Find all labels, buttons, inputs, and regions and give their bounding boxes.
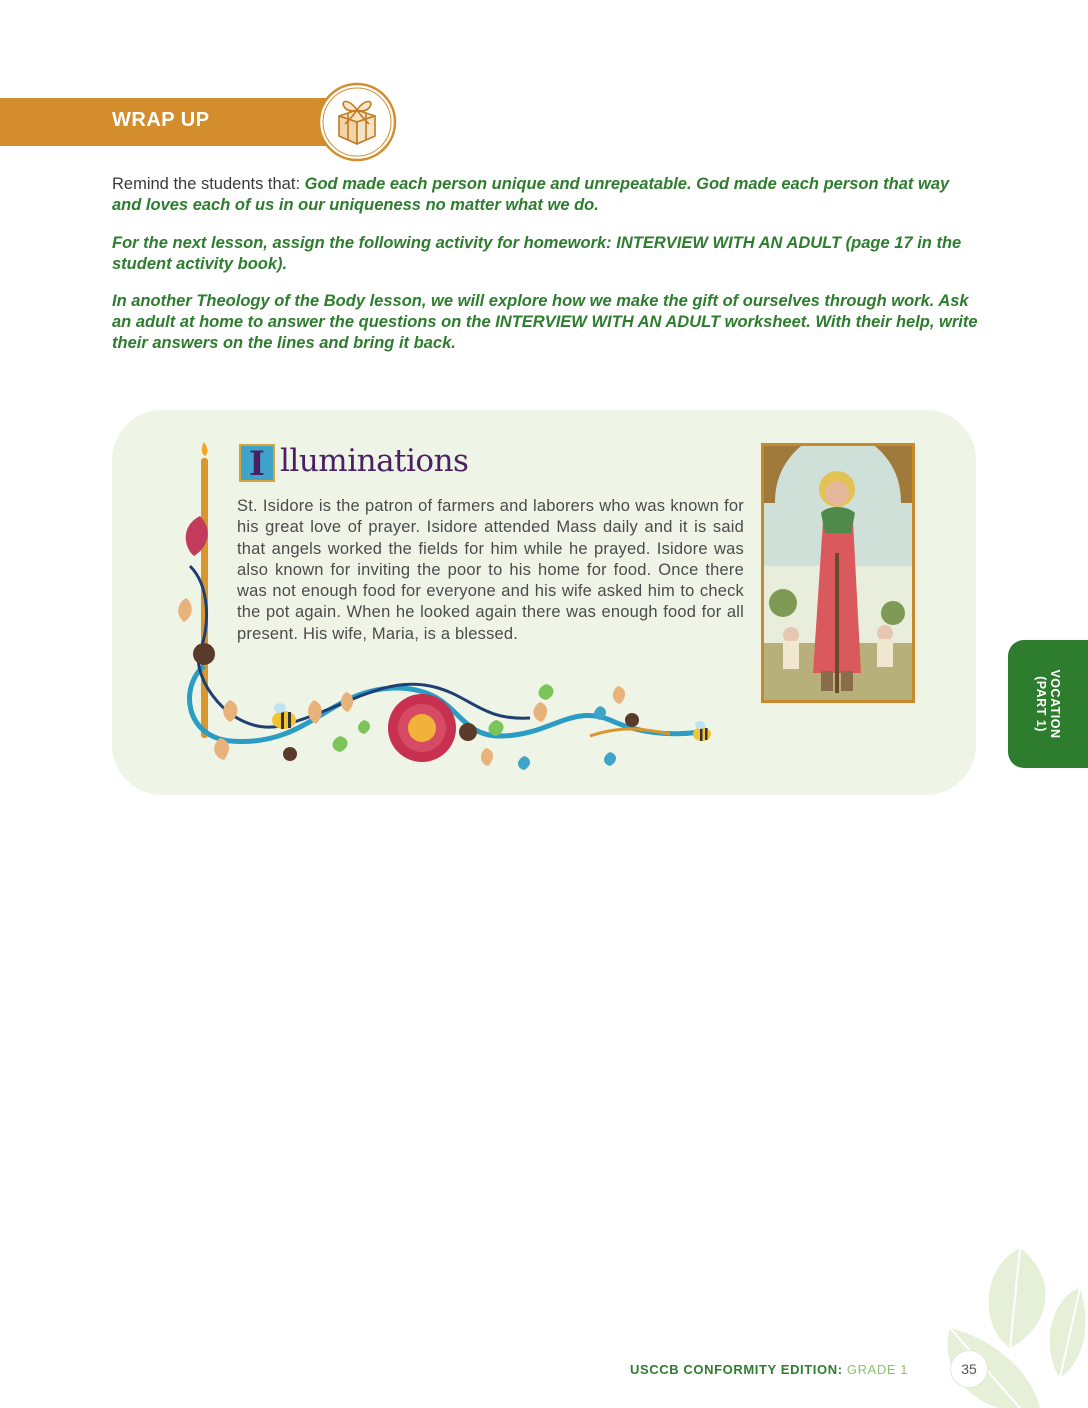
illuminations-text: St. Isidore is the patron of farmers and laborers who was known for his great love of prayer. Isidore attended Mass daily and it is said that angels worked the fields for him while he prayed. Isidore was also known for inviting the poor to his home for food. Once there was not enough food for everyone and his wife asked him to check the pot again. When he looked again there was enough food for all present. His wife, Maria, is a blessed. (237, 497, 744, 643)
wrap-up-label: WRAP UP (112, 109, 210, 131)
illuminations-drop-cap: I (239, 444, 275, 482)
footer-edition: USCCB CONFORMITY EDITION: GRADE 1 (630, 1362, 909, 1377)
reminder-lead: Remind the students that: (112, 175, 305, 193)
saint-isidore-image (761, 443, 915, 703)
page-number: 35 (950, 1350, 988, 1388)
homework-paragraph: For the next lesson, assign the following activity for homework: INTERVIEW WITH AN ADULT (page 17 in the student activity book). (112, 234, 962, 273)
gift-icon (317, 82, 397, 162)
lesson-paragraph: In another Theology of the Body lesson, we will explore how we make the gift of ourselves through work. Ask an adult at home to answer the questions on the INTERVIEW WITH AN ADULT worksheet. With their help, write their answers on the lines and bring it back. (112, 292, 978, 352)
side-tab-label: VOCATION (PART 1) (1034, 669, 1062, 739)
reminder-emphasis: God made each person unique and unrepeatable. God made each person that way and loves each of us in our uniqueness no matter what we do. (112, 175, 950, 214)
reminder-paragraph (112, 174, 978, 216)
